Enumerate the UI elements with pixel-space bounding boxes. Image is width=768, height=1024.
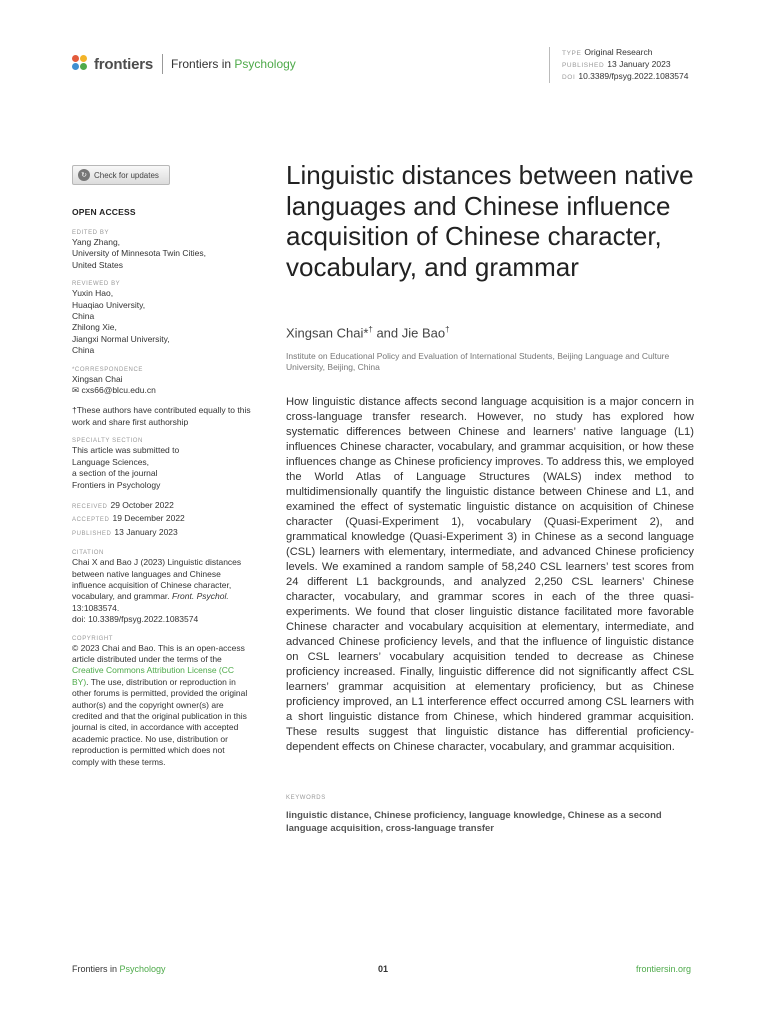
specialty-label: SPECIALTY SECTION: [72, 438, 143, 445]
cc-by-license-link[interactable]: Creative Commons Attribution License (CC BY): [72, 665, 235, 687]
footer-site-link[interactable]: frontiersin.org: [636, 964, 692, 974]
editor-info: Yang Zhang, University of Minnesota Twin Cities, United States: [72, 237, 207, 270]
doi-key: DOI: [562, 74, 576, 81]
author-bao[interactable]: Jie Bao: [401, 325, 446, 341]
edited-by-label: EDITED BY: [72, 230, 110, 236]
email-link[interactable]: ✉ cxs66@blcu.edu.cn: [72, 385, 156, 396]
correspondence-name: Xingsan Chai: [72, 373, 123, 384]
frontiers-logo-icon: [72, 55, 90, 73]
reviewers-info: Yuxin Hao, Huaqiao University, China Zhilong Xie, Jiangxi Normal University, China: [72, 288, 170, 356]
frontiers-logo[interactable]: [72, 54, 296, 74]
affiliation: Institute on Educational Policy and Evaluation of International Students, Beijing Language and Culture University, Beijing, China: [286, 351, 670, 372]
reviewed-by-label: REVIEWED BY: [72, 281, 121, 288]
sidebar: [72, 165, 252, 768]
footer-journal[interactable]: Frontiers in Psychology: [72, 964, 166, 974]
author-chai[interactable]: Xingsan Chai*: [286, 325, 369, 341]
article-meta: [549, 47, 689, 83]
equal-contribution-note: †These authors have contributed equally to this work and share first authorship: [72, 405, 251, 427]
author-list: Xingsan Chai*† and Jie Bao†: [286, 325, 450, 341]
doi-link[interactable]: 10.3389/fpsyg.2022.1083574: [578, 71, 689, 81]
brand-name: frontiers: [94, 55, 154, 73]
article-type: Original Research: [584, 47, 653, 57]
article-title: Linguistic distances between native languages and Chinese influence acquisition of Chinese character, vocabulary, and grammar: [286, 160, 694, 282]
published-date: 13 January 2023: [607, 59, 671, 69]
keywords: linguistic distance, Chinese proficiency, language knowledge, Chinese as a second language acquisition, cross-language transfer: [286, 810, 662, 834]
page-number: 01: [378, 964, 389, 974]
specialty-info: This article was submitted to Language Sciences, a section of the journal Frontiers in Psychology: [72, 445, 180, 490]
abstract: How linguistic distance affects second language acquisition is a major concern in cross-language transfer research. However, no study has explored how systematic differences between Chinese and learners’ native language (L1) influences Chinese character, vocabulary, and grammar acquisition, or how these influences change as Chinese proficiency improves. To address this, we employed the World Atlas of Language Structures (WALS) index method to multidimensionally quantify the linguistic distance between Chinese and L1, and examined the effect of systematic linguistic distance on acquisition of Chinese character (Quasi-Experiment 1), vocabulary (Quasi-Experiment 2), and grammatical knowledge (Quasi-Experiment 3) in Chinese as a second language (CSL) learners with elementary, intermediate, and advanced Chinese proficiency levels. We examined a random sample of 58,240 CSL learners’ test scores from 24 different L1 backgrounds, and analyzed 2,250 CSL learners’ Chinese character, vocabulary, and grammar scores in each of the three quasi-experiments. We found that closer linguistic distance facilitated more favorable Chinese character and vocabulary acquisition at elementary, intermediate, and advanced Chinese proficiency levels, and that the influence of linguistic distance on CSL learners’ vocabulary acquisition tended to decrease as Chinese proficiency increased. Finally, linguistic difference did not significantly affect CSL learners’ grammar acquisition at elementary proficiency, but as Chinese proficiency improved, an L1 interference effect occurred among CSL learners with a short linguistic distance from Chinese, which hindered grammar acquisition. These results suggest that linguistic distance has differential proficiency-dependent effects on Chinese character, vocabulary, and grammar acquisition.: [286, 396, 694, 754]
keywords-label: KEYWORDS: [286, 795, 326, 801]
dates: RECEIVED 29 October 2022 ACCEPTED 19 December 2022 PUBLISHED 13 January 2023: [72, 499, 185, 537]
correspondence-label: *CORRESPONDENCE: [72, 366, 144, 373]
journal-name[interactable]: Frontiers in Psychology: [171, 57, 296, 71]
envelope-icon: ✉: [72, 385, 80, 396]
open-access-label: OPEN ACCESS: [72, 207, 136, 217]
citation-text: Chai X and Bao J (2023) Linguistic distances between native languages and Chinese influence acquisition of Chinese character, vocabulary, and grammar. Front. Psychol. 13:1083574. doi: 10.3389/fpsyg.2022.1083574: [72, 557, 242, 625]
citation-label: CITATION: [72, 550, 104, 557]
logo-divider: [162, 54, 163, 74]
correspondence-info: [72, 374, 252, 397]
check-for-updates-button[interactable]: ↻ Check for updates: [72, 165, 170, 185]
copyright-label: COPYRIGHT: [72, 635, 114, 642]
published-key: PUBLISHED: [562, 62, 605, 69]
type-key: TYPE: [562, 50, 582, 57]
copyright-text: © 2023 Chai and Bao. This is an open-access article distributed under the terms of the Creative Commons Attribution License (CC BY). The use, distribution or reproduction in other forums is permitted, provided the original author(s) and the copyright owner(s) are credited and that the original publication in this journal is cited, in accordance with accepted academic practice. No use, distribution or reproduction is permitted which does not comply with these terms.: [72, 642, 248, 767]
refresh-icon: ↻: [78, 169, 90, 181]
